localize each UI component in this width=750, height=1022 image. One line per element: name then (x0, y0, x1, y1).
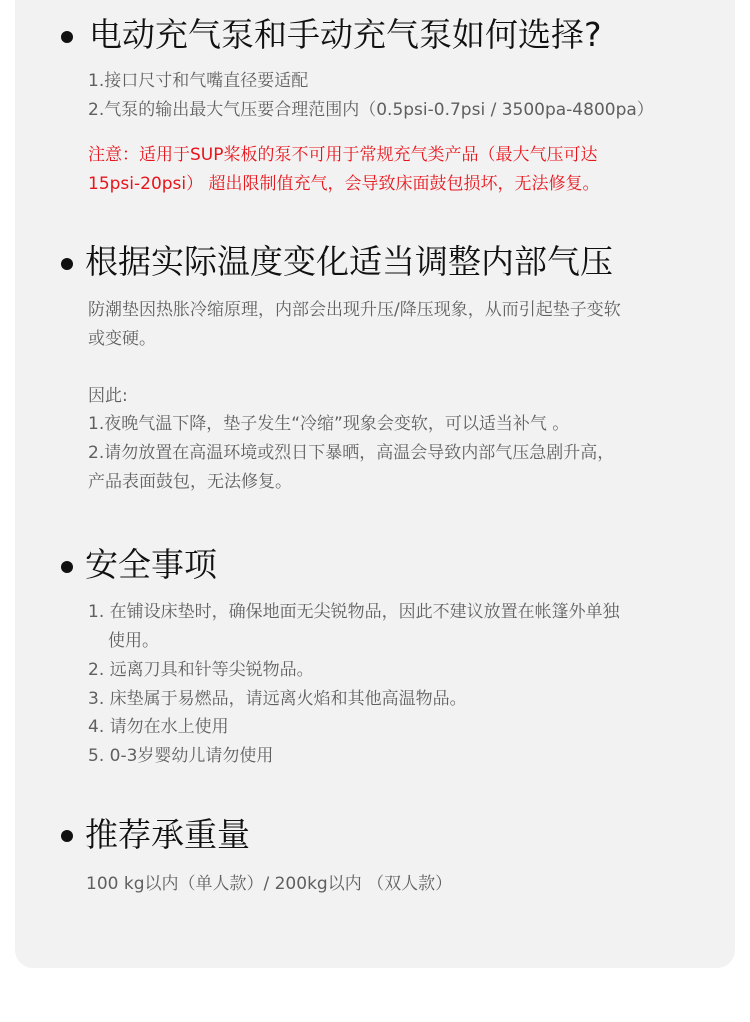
notice-text: 15psi-20psi） 超出限制值充气，会导致床面鼓包损坏，无法修复。 (88, 174, 600, 194)
list-item: 因此: (88, 386, 128, 406)
intro-text: 防潮垫因热胀冷缩原理，内部会出现升压/降压现象，从而引起垫子变软 (88, 300, 621, 320)
notice-text: 注意：适用于SUP桨板的泵不可用于常规充气类产品（最大气压可达 (88, 145, 598, 165)
content-card (15, 0, 735, 968)
bullet-dot (61, 561, 73, 573)
list-item: 1.接口尺寸和气嘴直径要适配 (88, 71, 309, 91)
list-item: 产品表面鼓包，无法修复。 (88, 472, 292, 492)
section-heading: 电动充气泵和手动充气泵如何选择? (89, 15, 602, 54)
list-item: 2. 远离刀具和针等尖锐物品。 (88, 660, 314, 680)
list-item: 3. 床垫属于易燃品，请远离火焰和其他高温物品。 (88, 689, 467, 709)
list-item: 2.气泵的输出最大气压要合理范围内（0.5psi-0.7psi / 3500pa-4800pa） (88, 100, 654, 120)
section-heading: 安全事项 (85, 545, 217, 584)
bullet-dot (61, 830, 73, 842)
list-item: 4. 请勿在水上使用 (88, 717, 229, 737)
list-item: 5. 0-3岁婴幼儿请勿使用 (88, 746, 274, 766)
list-item: 1.夜晚气温下降，垫子发生“冷缩”现象会变软，可以适当补气 。 (88, 414, 570, 434)
bullet-dot (61, 31, 73, 43)
list-item: 100 kg以内（单人款）/ 200kg以内 （双人款） (86, 874, 453, 894)
section-heading: 推荐承重量 (85, 815, 250, 854)
section-heading: 根据实际温度变化适当调整内部气压 (85, 242, 613, 281)
list-item: 2.请勿放置在高温环境或烈日下暴晒，高温会导致内部气压急剧升高， (88, 443, 615, 463)
bullet-dot (61, 258, 73, 270)
list-item: 使用。 (108, 631, 159, 651)
intro-text: 或变硬。 (88, 329, 156, 349)
list-item: 1. 在铺设床垫时，确保地面无尖锐物品，因此不建议放置在帐篷外单独 (88, 602, 620, 622)
